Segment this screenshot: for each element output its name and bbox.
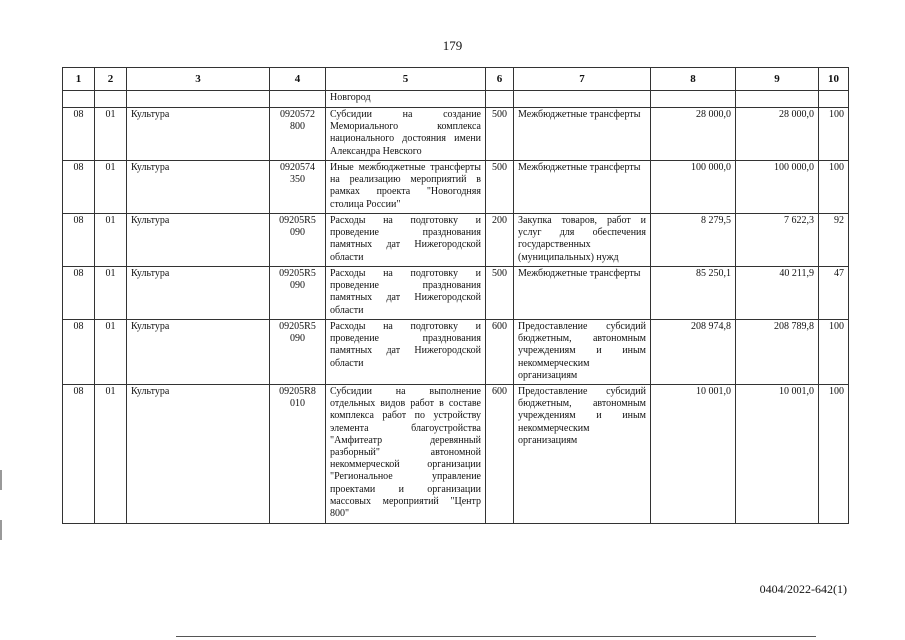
planned-amount: 28 000,0 <box>651 108 736 161</box>
section-name: Культура <box>127 267 270 320</box>
scan-edge-mark <box>0 520 2 540</box>
column-header: 10 <box>819 68 849 91</box>
target-code: 0920572 800 <box>270 108 326 161</box>
document-code: 0404/2022-642(1) <box>759 582 847 596</box>
expense-type-code: 600 <box>486 385 514 524</box>
column-header: 7 <box>514 68 651 91</box>
execution-percent: 100 <box>819 385 849 524</box>
planned-amount: 85 250,1 <box>651 267 736 320</box>
execution-percent: 100 <box>819 161 849 214</box>
expense-type-name: Межбюджетные трансферты <box>514 161 651 214</box>
subsection-code: 01 <box>95 108 127 161</box>
section-name: Культура <box>127 385 270 524</box>
planned-amount: 8 279,5 <box>651 214 736 267</box>
target-code: 09205R5 090 <box>270 267 326 320</box>
target-code: 0920574 350 <box>270 161 326 214</box>
table-row <box>63 320 849 385</box>
planned-amount: 208 974,8 <box>651 320 736 385</box>
section-code: 08 <box>63 385 95 524</box>
section-name: Культура <box>127 161 270 214</box>
expense-type-code: 500 <box>486 267 514 320</box>
expense-description: Субсидии на создание Мемориального комплекса национального достояния имени Александра Невского <box>326 108 486 161</box>
bottom-rule <box>176 636 816 637</box>
continuation-text: Новгород <box>326 91 486 108</box>
section-name: Культура <box>127 214 270 267</box>
continuation-row <box>63 91 849 108</box>
expense-type-code: 500 <box>486 108 514 161</box>
expense-type-name: Предоставление субсидий бюджетным, автономным учреждениям и иным некоммерческим организациям <box>514 320 651 385</box>
expense-type-name: Межбюджетные трансферты <box>514 267 651 320</box>
executed-amount: 208 789,8 <box>736 320 819 385</box>
column-header: 4 <box>270 68 326 91</box>
column-header: 5 <box>326 68 486 91</box>
expense-type-code: 200 <box>486 214 514 267</box>
table-row <box>63 161 849 214</box>
executed-amount: 100 000,0 <box>736 161 819 214</box>
execution-percent: 100 <box>819 108 849 161</box>
section-name: Культура <box>127 108 270 161</box>
expense-type-name: Предоставление субсидий бюджетным, автономным учреждениям и иным некоммерческим организациям <box>514 385 651 524</box>
target-code: 09205R5 090 <box>270 214 326 267</box>
expense-description: Расходы на подготовку и проведение празднования памятных дат Нижегородской области <box>326 214 486 267</box>
executed-amount: 7 622,3 <box>736 214 819 267</box>
expense-type-code: 600 <box>486 320 514 385</box>
expense-type-name: Межбюджетные трансферты <box>514 108 651 161</box>
column-header: 8 <box>651 68 736 91</box>
column-header: 9 <box>736 68 819 91</box>
column-header: 1 <box>63 68 95 91</box>
expense-type-code: 500 <box>486 161 514 214</box>
table-row <box>63 108 849 161</box>
subsection-code: 01 <box>95 320 127 385</box>
expense-description: Расходы на подготовку и проведение празднования памятных дат Нижегородской области <box>326 267 486 320</box>
expense-description: Расходы на подготовку и проведение празднования памятных дат Нижегородской области <box>326 320 486 385</box>
table-row <box>63 267 849 320</box>
execution-percent: 47 <box>819 267 849 320</box>
section-code: 08 <box>63 108 95 161</box>
section-name: Культура <box>127 320 270 385</box>
section-code: 08 <box>63 214 95 267</box>
execution-percent: 100 <box>819 320 849 385</box>
column-header: 2 <box>95 68 127 91</box>
executed-amount: 40 211,9 <box>736 267 819 320</box>
column-header: 6 <box>486 68 514 91</box>
target-code: 09205R5 090 <box>270 320 326 385</box>
section-code: 08 <box>63 267 95 320</box>
scan-edge-mark <box>0 470 2 490</box>
page-number: 179 <box>442 38 463 53</box>
column-header: 3 <box>127 68 270 91</box>
section-code: 08 <box>63 320 95 385</box>
budget-table <box>62 67 849 524</box>
table-header-row <box>63 68 849 91</box>
table-row <box>63 385 849 524</box>
table-row <box>63 214 849 267</box>
target-code: 09205R8 010 <box>270 385 326 524</box>
section-code: 08 <box>63 161 95 214</box>
executed-amount: 28 000,0 <box>736 108 819 161</box>
subsection-code: 01 <box>95 385 127 524</box>
planned-amount: 100 000,0 <box>651 161 736 214</box>
subsection-code: 01 <box>95 267 127 320</box>
execution-percent: 92 <box>819 214 849 267</box>
expense-description: Субсидии на выполнение отдельных видов работ в составе комплекса работ по устройству элемента благоустройства "Амфитеатр деревянный разборный" автономной некоммерческой организации "Региональное управление проектами и организации массовых мероприятий "Центр 800" <box>326 385 486 524</box>
subsection-code: 01 <box>95 161 127 214</box>
subsection-code: 01 <box>95 214 127 267</box>
planned-amount: 10 001,0 <box>651 385 736 524</box>
executed-amount: 10 001,0 <box>736 385 819 524</box>
expense-description: Иные межбюджетные трансферты на реализацию мероприятий в рамках проекта "Новогодняя столица России" <box>326 161 486 214</box>
expense-type-name: Закупка товаров, работ и услуг для обеспечения государственных (муниципальных) нужд <box>514 214 651 267</box>
